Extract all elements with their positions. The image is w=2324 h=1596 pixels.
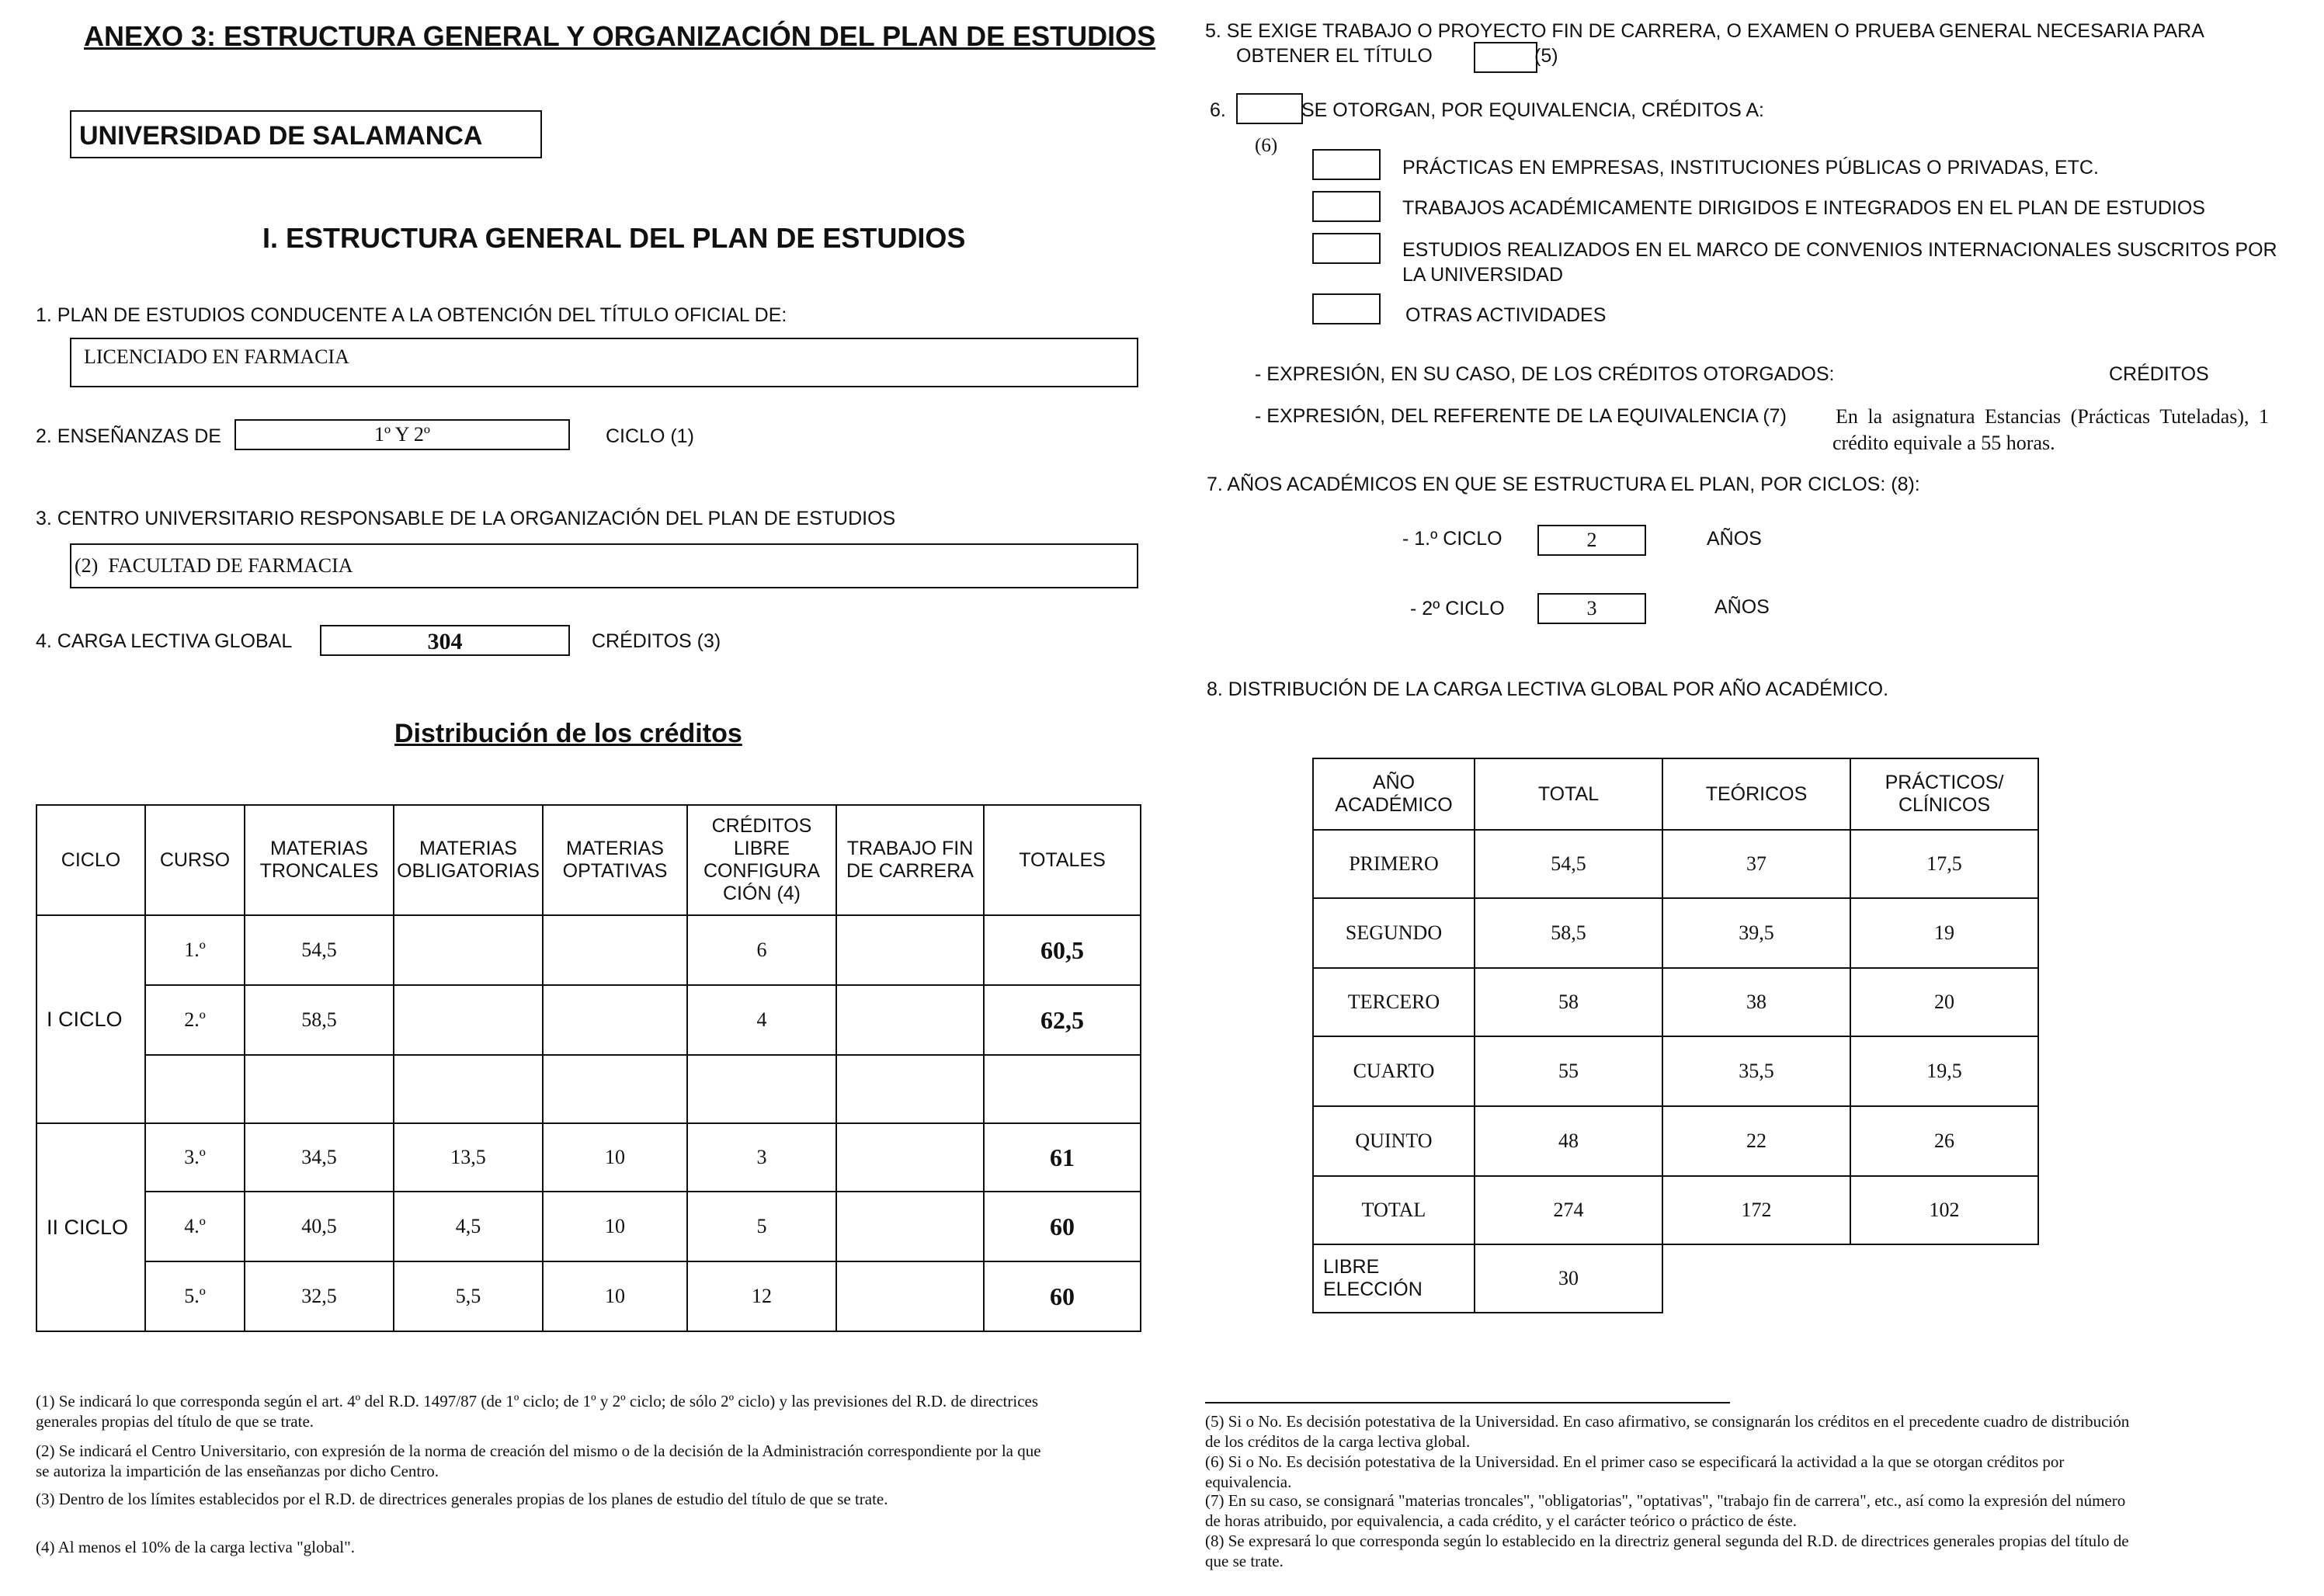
cell-trabajo: [836, 1055, 984, 1123]
expr-referente-label: - EXPRESIÓN, DEL REFERENTE DE LA EQUIVALENCIA (7): [1255, 405, 1787, 427]
cell-troncales: 32,5: [245, 1261, 394, 1331]
option-otras-checkbox[interactable]: [1312, 293, 1381, 324]
ciclo2-years-field: [1537, 593, 1646, 624]
cell-practicos: 26: [1850, 1106, 2038, 1176]
cell-obligatorias: [394, 915, 543, 985]
cell-total: 48: [1475, 1106, 1662, 1176]
header-trabajo-fin-carrera: TRABAJO FIN DE CARRERA: [836, 805, 984, 915]
cell-troncales: 40,5: [245, 1192, 394, 1261]
cell-optativas: 10: [543, 1123, 687, 1192]
cell-practicos: 102: [1850, 1176, 2038, 1244]
cell-curso: 5.º: [145, 1261, 245, 1331]
cell-totales: 62,5: [984, 985, 1141, 1055]
table-row: [1313, 968, 2038, 1036]
ciclo1-years-value: 2: [1586, 529, 1597, 551]
table-row: [1313, 1176, 2038, 1244]
cell-practicos: 19,5: [1850, 1036, 2038, 1106]
option-trabajos-label: TRABAJOS ACADÉMICAMENTE DIRIGIDOS E INTEGRADOS EN EL PLAN DE ESTUDIOS: [1402, 197, 2205, 219]
university-name: UNIVERSIDAD DE SALAMANCA: [79, 121, 483, 151]
cell-obligatorias: 5,5: [394, 1261, 543, 1331]
q5-line2: OBTENER EL TÍTULO: [1236, 45, 1433, 67]
cell-libre-value: 30: [1475, 1244, 1662, 1313]
q2-field: [234, 419, 570, 450]
q2-suffix: CICLO (1): [606, 425, 694, 447]
cell-optativas: [543, 985, 687, 1055]
cell-teoricos: 172: [1662, 1176, 1850, 1244]
cell-practicos: 20: [1850, 968, 2038, 1036]
q7-label: 7. AÑOS ACADÉMICOS EN QUE SE ESTRUCTURA EL PLAN, POR CICLOS: (8):: [1207, 474, 1920, 495]
cell-total: 55: [1475, 1036, 1662, 1106]
cell-libre: 3: [687, 1123, 836, 1192]
cell-year: SEGUNDO: [1313, 898, 1475, 968]
expr-creditos-unit: CRÉDITOS: [2109, 363, 2209, 385]
cell-curso: 1.º: [145, 915, 245, 985]
cell-teoricos: 35,5: [1662, 1036, 1850, 1106]
table-row: [1313, 1106, 2038, 1176]
footnote-1: (1) Se indicará lo que corresponda según el art. 4º del R.D. 1497/87 (de 1º ciclo; de 1º y 2º ciclo; de sólo 2º ciclo) y las previsiones del R.D. de directrices generales propias del título de que se trate.: [36, 1392, 1039, 1431]
q5-line1: 5. SE EXIGE TRABAJO O PROYECTO FIN DE CARRERA, O EXAMEN O PRUEBA GENERAL NECESARIA PARA: [1205, 20, 2204, 42]
q5-note-mark: (5): [1534, 45, 1558, 67]
cell-teoricos: 38: [1662, 968, 1850, 1036]
table-row: [1313, 830, 2038, 898]
cell-teoricos: 37: [1662, 830, 1850, 898]
option-practicas-checkbox[interactable]: [1312, 149, 1381, 180]
header-optativas: MATERIAS OPTATIVAS: [543, 805, 687, 915]
university-box: [70, 110, 542, 158]
year-distribution-table: [1312, 758, 2039, 1313]
cell-libre-label: LIBRE ELECCIÓN: [1313, 1244, 1475, 1313]
table-row: [36, 1192, 1141, 1261]
footnote-6: (6) Si o No. Es decisión potestativa de la Universidad. En el primer caso se especificará la actividad a la que se otorgan créditos por equivalencia.: [1205, 1452, 2065, 1491]
cell-optativas: 10: [543, 1261, 687, 1331]
cell-troncales: [245, 1055, 394, 1123]
q3-field: [70, 543, 1138, 588]
header-troncales: MATERIAS TRONCALES: [245, 805, 394, 915]
cell-libre: [687, 1055, 836, 1123]
ciclo-1-label: I CICLO: [36, 915, 145, 1123]
cell-totales: [984, 1055, 1141, 1123]
distribution-title: Distribución de los créditos: [394, 719, 742, 748]
ciclo2-years-label: - 2º CICLO: [1410, 598, 1505, 619]
cell-troncales: 54,5: [245, 915, 394, 985]
cell-total: 54,5: [1475, 830, 1662, 898]
table-row: [36, 1261, 1141, 1331]
q6-note-mark: (6): [1255, 135, 1278, 156]
q4-suffix: CRÉDITOS (3): [592, 630, 721, 652]
cell-year: TERCERO: [1313, 968, 1475, 1036]
header-curso: CURSO: [145, 805, 245, 915]
q1-label: 1. PLAN DE ESTUDIOS CONDUCENTE A LA OBTENCIÓN DEL TÍTULO OFICIAL DE:: [36, 304, 787, 326]
ciclo2-years-unit: AÑOS: [1714, 596, 1770, 618]
cell-teoricos: 39,5: [1662, 898, 1850, 968]
footnote-2: (2) Se indicará el Centro Universitario, con expresión de la norma de creación del mismo o de la decisión de la Administración correspondiente por la que se autoriza la impartición de las enseñanzas por dicho Centro.: [36, 1442, 1041, 1480]
cell-year: TOTAL: [1313, 1176, 1475, 1244]
footnote-4: (4) Al menos el 10% de la carga lectiva "global".: [36, 1538, 355, 1556]
libre-eleccion-row: [1313, 1244, 2038, 1313]
cell-libre: 6: [687, 915, 836, 985]
cell-optativas: [543, 1055, 687, 1123]
cell-year: CUARTO: [1313, 1036, 1475, 1106]
cell-year: QUINTO: [1313, 1106, 1475, 1176]
cell-total: 58,5: [1475, 898, 1662, 968]
header-total: TOTAL: [1475, 758, 1662, 830]
cell-optativas: 10: [543, 1192, 687, 1261]
header-ciclo: CICLO: [36, 805, 145, 915]
q6-checkbox[interactable]: [1236, 93, 1303, 124]
cell-libre: 4: [687, 985, 836, 1055]
ciclo1-years-unit: AÑOS: [1707, 528, 1762, 550]
cell-practicos: 17,5: [1850, 830, 2038, 898]
table-row: [36, 1055, 1141, 1123]
cell-obligatorias: 4,5: [394, 1192, 543, 1261]
ciclo2-years-value: 3: [1586, 597, 1597, 619]
cell-troncales: 34,5: [245, 1123, 394, 1192]
footnote-8: (8) Se expresará lo que corresponda según lo establecido en la directriz general segunda del R.D. de directrices generales propias del título de que se trate.: [1205, 1532, 2129, 1570]
cell-practicos: 19: [1850, 898, 2038, 968]
ciclo1-years-label: - 1.º CICLO: [1402, 528, 1502, 550]
cell-obligatorias: 13,5: [394, 1123, 543, 1192]
empty-cell: [1850, 1244, 2038, 1313]
expr-referente-value-line1: En la asignatura Estancias (Prácticas Tuteladas), 1: [1836, 405, 2270, 428]
q8-label: 8. DISTRIBUCIÓN DE LA CARGA LECTIVA GLOBAL POR AÑO ACADÉMICO.: [1207, 678, 1889, 700]
footnote-separator: [1205, 1402, 1730, 1403]
q4-value: 304: [427, 629, 463, 654]
cell-trabajo: [836, 1123, 984, 1192]
cell-totales: 60,5: [984, 915, 1141, 985]
footnote-7: (7) En su caso, se consignará "materias troncales", "obligatorias", "optativas", "trabajo fin de carrera", etc., así como la expresión del número de horas atribuido, por equivalencia, a cada crédito, y el carácter teórico o práctico de éste.: [1205, 1491, 2126, 1530]
credit-distribution-table: [36, 804, 1141, 1332]
table-row: [1313, 1036, 2038, 1106]
cell-curso: 2.º: [145, 985, 245, 1055]
cell-total: 274: [1475, 1176, 1662, 1244]
option-otras-label: OTRAS ACTIVIDADES: [1405, 304, 1607, 326]
cell-trabajo: [836, 1261, 984, 1331]
cell-trabajo: [836, 915, 984, 985]
q3-label: 3. CENTRO UNIVERSITARIO RESPONSABLE DE LA ORGANIZACIÓN DEL PLAN DE ESTUDIOS: [36, 508, 896, 529]
table-row: [36, 985, 1141, 1055]
footnote-5: (5) Si o No. Es decisión potestativa de la Universidad. En caso afirmativo, se consignarán los créditos en el precedente cuadro de distribución de los créditos de la carga lectiva global.: [1205, 1412, 2130, 1451]
ciclo-2-label: II CICLO: [36, 1123, 145, 1331]
header-libre-configuracion: CRÉDITOS LIBRE CONFIGURA CIÓN (4): [687, 805, 836, 915]
q1-field: [70, 338, 1138, 387]
cell-curso: 4.º: [145, 1192, 245, 1261]
q1-value: LICENCIADO EN FARMACIA: [84, 345, 349, 368]
cell-total: 58: [1475, 968, 1662, 1036]
cell-curso: 3.º: [145, 1123, 245, 1192]
ciclo1-years-field: [1537, 525, 1646, 556]
cell-troncales: 58,5: [245, 985, 394, 1055]
cell-libre: 5: [687, 1192, 836, 1261]
cell-libre: 12: [687, 1261, 836, 1331]
cell-obligatorias: [394, 985, 543, 1055]
q4-field: [320, 625, 570, 656]
header-practicos: PRÁCTICOS/ CLÍNICOS: [1850, 758, 2038, 830]
q4-label: 4. CARGA LECTIVA GLOBAL: [36, 630, 293, 652]
cell-year: PRIMERO: [1313, 830, 1475, 898]
q6-number: 6.: [1210, 99, 1226, 121]
header-ano-academico: AÑO ACADÉMICO: [1313, 758, 1475, 830]
cell-obligatorias: [394, 1055, 543, 1123]
section-title: I. ESTRUCTURA GENERAL DEL PLAN DE ESTUDIOS: [262, 222, 966, 254]
q3-value: (2) FACULTAD DE FARMACIA: [75, 554, 353, 577]
table-row: [36, 1123, 1141, 1192]
q5-checkbox[interactable]: [1474, 42, 1537, 73]
table-row: [36, 915, 1141, 985]
option-convenios-label: ESTUDIOS REALIZADOS EN EL MARCO DE CONVENIOS INTERNACIONALES SUSCRITOS POR LA UNIVERSIDAD: [1402, 239, 2277, 286]
table-header-row: [1313, 758, 2038, 830]
header-totales: TOTALES: [984, 805, 1141, 915]
q6-label: SE OTORGAN, POR EQUIVALENCIA, CRÉDITOS A:: [1301, 99, 1764, 121]
q2-label: 2. ENSEÑANZAS DE: [36, 425, 221, 447]
expr-creditos-label: - EXPRESIÓN, EN SU CASO, DE LOS CRÉDITOS OTORGADOS:: [1255, 363, 1835, 385]
table-header-row: [36, 805, 1141, 915]
cell-trabajo: [836, 985, 984, 1055]
option-trabajos-checkbox[interactable]: [1312, 191, 1381, 222]
header-teoricos: TEÓRICOS: [1662, 758, 1850, 830]
cell-curso: [145, 1055, 245, 1123]
option-practicas-label: PRÁCTICAS EN EMPRESAS, INSTITUCIONES PÚBLICAS O PRIVADAS, ETC.: [1402, 157, 2099, 179]
cell-totales: 60: [984, 1261, 1141, 1331]
annex-title: ANEXO 3: ESTRUCTURA GENERAL Y ORGANIZACIÓN DEL PLAN DE ESTUDIOS: [84, 20, 1156, 52]
q2-value: 1º Y 2º: [374, 423, 430, 446]
option-convenios-checkbox[interactable]: [1312, 233, 1381, 264]
cell-optativas: [543, 915, 687, 985]
cell-trabajo: [836, 1192, 984, 1261]
header-obligatorias: MATERIAS OBLIGATORIAS: [394, 805, 543, 915]
expr-referente-value-line2: crédito equivale a 55 horas.: [1832, 432, 2055, 454]
table-row: [1313, 898, 2038, 968]
footnote-3: (3) Dentro de los límites establecidos por el R.D. de directrices generales propias de los planes de estudio del título de que se trate.: [36, 1490, 888, 1508]
cell-teoricos: 22: [1662, 1106, 1850, 1176]
empty-cell: [1662, 1244, 1850, 1313]
cell-totales: 60: [984, 1192, 1141, 1261]
cell-totales: 61: [984, 1123, 1141, 1192]
